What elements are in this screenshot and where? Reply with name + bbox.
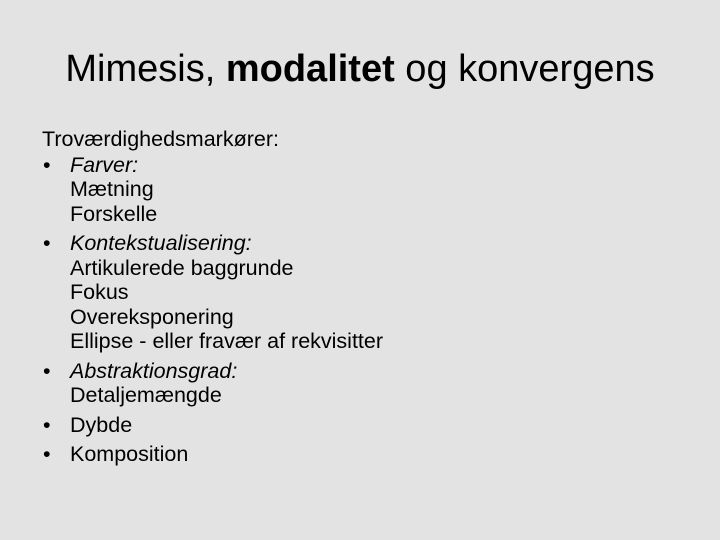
sub-item: Overeksponering [70,304,234,329]
bullet-dot-icon: • [43,231,51,255]
sub-item: Forskelle [70,201,158,226]
bullet-abstraktionsgrad [42,359,682,408]
bullet-dybde [42,413,682,438]
bullet-dot-icon: • [43,152,51,177]
slide-title [0,44,720,94]
bullet-list [42,153,682,467]
bullet-kontekstualisering [42,231,682,354]
title-part-1: Mimesis, [65,48,226,90]
bullet-heading: Farver: [70,152,139,177]
bullet-dot-icon: • [43,412,51,437]
slide-body [42,127,682,467]
bullet-farver [42,153,682,227]
title-bold-word: modalitet [225,48,395,90]
sub-item: Artikulerede baggrunde [70,255,294,280]
bullet-dot-icon: • [43,358,51,383]
intro-text: Troværdighedsmarkører: [42,127,279,151]
sub-list [70,256,682,354]
bullet-komposition [42,442,682,467]
bullet-heading: Abstraktionsgrad: [70,358,238,383]
bullet-heading: Kontekstualisering: [70,231,252,255]
title-part-3: og konvergens [394,48,655,90]
sub-item: Mætning [70,177,154,201]
bullet-dot-icon: • [43,442,51,466]
bullet-heading: Dybde [70,412,133,437]
sub-list [70,383,682,408]
sub-item: Ellipse - eller fravær af rekvisitter [70,329,384,353]
sub-list [70,177,682,226]
bullet-heading: Komposition [70,442,189,466]
sub-item: Detaljemængde [70,383,222,407]
sub-item: Fokus [70,280,129,304]
